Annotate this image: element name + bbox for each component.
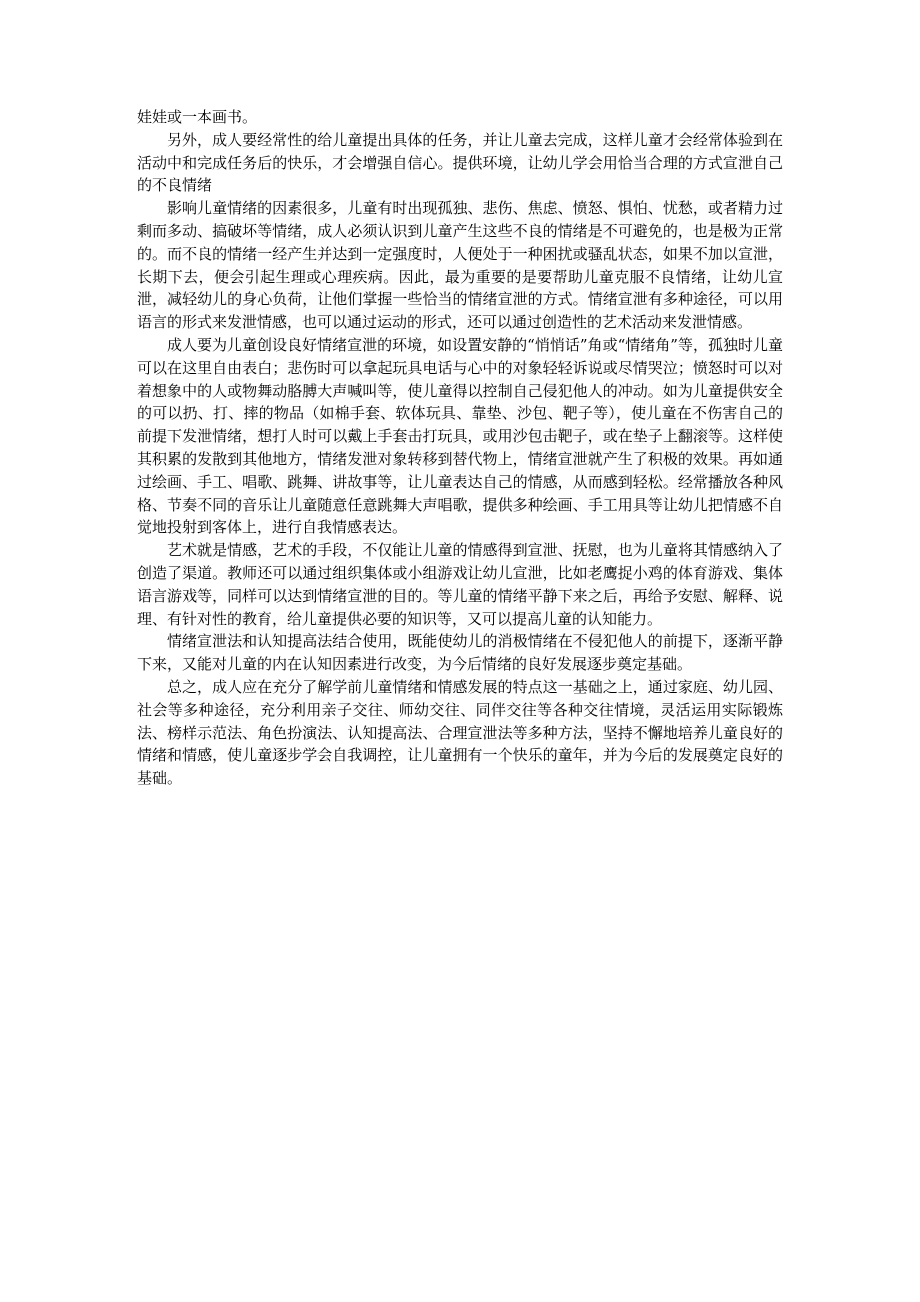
paragraph-7: 总之，成人应在充分了解学前儿童情绪和情感发展的特点这一基础之上，通过家庭、幼儿园、社会等多种途径，充分利用亲子交往、师幼交往、同伴交往等各种交往情境，灵活运用实际锻炼法、榜样示范法、角色扮演法、认知提高法、合理宣泄法等多种方法，坚持不懈地培养儿童良好的情绪和情感，使儿童逐步学会自我调控，让儿童拥有一个快乐的童年，并为今后的发展奠定良好的基础。	[137, 677, 783, 788]
paragraph-5: 艺术就是情感，艺术的手段，不仅能让儿童的情感得到宣泄、抚慰，也为儿童将其情感纳入了创造了渠道。教师还可以通过组织集体或小组游戏让幼儿宣泄，比如老鹰捉小鸡的体育游戏、集体语言游戏等，同样可以达到情绪宣泄的目的。等儿童的情绪平静下来之后，再给予安慰、解释、说理、有针对性的教育，给儿童提供必要的知识等，又可以提高儿童的认知能力。	[137, 541, 783, 628]
document-body	[137, 106, 783, 790]
paragraph-2: 另外，成人要经常性的给儿童提出具体的任务，并让儿童去完成，这样儿童才会经常体验到在活动中和完成任务后的快乐，才会增强自信心。提供环境，让幼儿学会用恰当合理的方式宣泄自己的不良情绪	[137, 130, 783, 195]
paragraph-3: 影响儿童情绪的因素很多，儿童有时出现孤独、悲伤、焦虑、愤怒、惧怕、忧愁，或者精力过剩而多动、搞破坏等情绪，成人必须认识到儿童产生这些不良的情绪是不可避免的，也是极为正常的。而不良的情绪一经产生并达到一定强度时，人便处于一种困扰或骚乱状态，如果不加以宣泄，长期下去，便会引起生理或心理疾病。因此，最为重要的是要帮助儿童克服不良情绪，让幼儿宣泄，减轻幼儿的身心负荷，让他们掌握一些恰当的情绪宣泄的方式。情绪宣泄有多种途径，可以用语言的形式来发泄情感，也可以通过运动的形式，还可以通过创造性的艺术活动来发泄情感。	[137, 199, 783, 332]
paragraph-1: 娃娃或一本画书。	[137, 108, 258, 126]
paragraph-4: 成人要为儿童创设良好情绪宣泄的环境，如设置安静的“悄悄话”角或“情绪角”等，孤独时儿童可以在这里自由表白；悲伤时可以拿起玩具电话与心中的对象轻轻诉说或尽情哭泣；愤怒时可以对着想象中的人或物舞动胳膊大声喊叫等，使儿童得以控制自己侵犯他人的冲动。如为儿童提供安全的可以扔、打、摔的物品（如棉手套、软体玩具、靠垫、沙包、靶子等），使儿童在不伤害自己的前提下发泄情绪，想打人时可以戴上手套击打玩具，或用沙包击靶子，或在垫子上翻滚等。这样使其积累的发散到其他地方，情绪发泄对象转移到替代物上，情绪宣泄就产生了积极的效果。再如通过绘画、手工、唱歌、跳舞、讲故事等，让儿童表达自己的情感，从而感到轻松。经常播放各种风格、节奏不同的音乐让儿童随意任意跳舞大声唱歌，提供多种绘画、手工用具等让幼儿把情感不自觉地投射到客体上，进行自我情感表达。	[137, 335, 783, 537]
paragraph-6: 情绪宣泄法和认知提高法结合使用，既能使幼儿的消极情绪在不侵犯他人的前提下，逐渐平静下来，又能对儿童的内在认知因素进行改变，为今后情绪的良好发展逐步奠定基础。	[137, 632, 783, 674]
